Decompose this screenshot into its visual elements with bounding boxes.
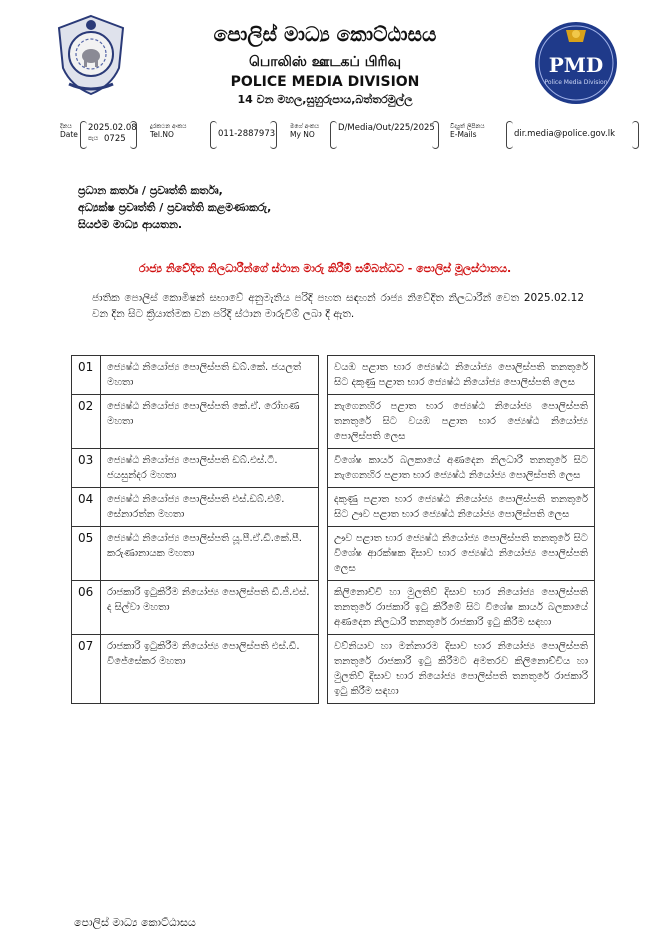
officer-name: රාජකාරි ඉටුකිරීම නියෝජ්‍ය පොලිස්පති එස්.ඩී. විජේසේකර මහතා <box>101 635 319 704</box>
pmd-logo-subtext: Police Media Division <box>544 79 608 86</box>
header-title-sinhala: පොලිස් මාධ්‍ය කොට්ඨාසය <box>213 22 437 46</box>
bracket-left <box>330 121 337 149</box>
row-number: 03 <box>72 449 101 488</box>
header-title-english: POLICE MEDIA DIVISION <box>230 74 420 90</box>
transfer-table <box>71 355 595 704</box>
tel-label: දුරකථන අංකය Tel.NO <box>150 123 187 139</box>
transfer-details: දකුණු පළාත භාර ජ්‍යෙෂ්ඨ නියෝජ්‍ය පොලිස්පති තනතුරේ සිට ඌව පළාත භාර ජ්‍යෙෂ්ඨ නියෝජ්‍ය පොලිස්පති ලෙස <box>328 488 595 527</box>
column-gap <box>319 488 328 527</box>
recipient-line: සියළුම මාධ්‍ය ආයතන. <box>78 218 183 231</box>
pmd-logo-text: PMD <box>548 53 604 77</box>
document-info-bar <box>54 115 639 155</box>
tel-value: 011-2887973 <box>218 129 276 139</box>
officer-name: ජ්‍යෙෂ්ඨ නියෝජ්‍ය පොලිස්පති යූ.පී.ඒ.ඩී.කේ.පී. කරුණානායක මහතා <box>101 527 319 581</box>
header-address: 14 වන මහල,සුහුරුපාය,බත්තරමුල්ල <box>237 93 413 106</box>
table-row <box>72 395 595 449</box>
recipient-line: ප්‍රධාන කර්තෘ / ප්‍රවෘත්ති කර්තෘ, <box>78 184 223 197</box>
table-row <box>72 635 595 704</box>
transfer-details: වයඹ පළාත භාර ජ්‍යෙෂ්ඨ නියෝජ්‍ය පොලිස්පති තනතුරේ සිට දකුණු පළාත භාර ජ්‍යෙෂ්ඨ නියෝජ්‍ය පොලිස්පති ලෙස <box>328 356 595 395</box>
date-value: 2025.02.08 <box>88 123 137 133</box>
column-gap <box>319 527 328 581</box>
column-gap <box>319 635 328 704</box>
row-number: 07 <box>72 635 101 704</box>
my-no-label: මගේ අංකය My NO <box>290 123 320 139</box>
table-row <box>72 356 595 395</box>
column-gap <box>319 449 328 488</box>
transfer-details: ඌව පළාත භාර ජ්‍යෙෂ්ඨ නියෝජ්‍ය පොලිස්පති තනතුරේ සිට විශේෂ ආරක්ෂක දිසාව භාර ජ්‍යෙෂ්ඨ නියෝජ්‍ය පොලිස්පති ලෙස <box>328 527 595 581</box>
bracket-left <box>210 121 217 149</box>
bracket-right <box>432 121 439 149</box>
row-number: 05 <box>72 527 101 581</box>
table-row <box>72 488 595 527</box>
row-number: 01 <box>72 356 101 395</box>
column-gap <box>319 395 328 449</box>
transfer-details: වව්නියාව හා මන්නාරම දිසාව භාර නියෝජ්‍ය පොලිස්පති තනතුරේ රාජකාරි ඉටු කිරීමට අමතරව කිලිනොච්චිය හා මුලතිව් දිසාව භාර නියෝජ්‍ය පොලිස්පති තනතුරේ රාජකාරි ඉටු කිරීම සඳහා <box>328 635 595 704</box>
time-value: 0725 <box>104 134 126 144</box>
date-label: දිනය Date <box>60 123 78 139</box>
header-title-tamil: பொலிஸ் ஊடகப் பிரிவு <box>248 54 402 70</box>
officer-name: ජ්‍යෙෂ්ඨ නියෝජ්‍ය පොලිස්පති ඩබ්.එස්.ටී. ජයසුන්දර මහතා <box>101 449 319 488</box>
footer-signature: පොලිස් මාධ්‍ය කොට්ඨාසය <box>74 916 196 929</box>
transfer-details: කිලිනොච්චි හා මුලතිව් දිසාව භාර නියෝජ්‍ය පොලිස්පති තනතුරේ රාජකාරි ඉටු කිරීමේ සිට විශේෂ කාර්ය බලකායේ අණදෙන නිලධාරී තනතුරේ රාජකාරි ඉටු කිරීම සඳහා <box>328 581 595 635</box>
recipient-line: අධ්‍යක්ෂ ප්‍රවෘත්ති / ප්‍රවෘත්ති කළමණාකරු, <box>78 201 272 214</box>
time-label: පැය <box>88 135 99 142</box>
officer-name: ජ්‍යෙෂ්ඨ නියෝජ්‍ය පොලිස්පති එස්.ඩබ්.එම්. සේනාරත්න මහතා <box>101 488 319 527</box>
bracket-right <box>130 121 137 149</box>
row-number: 02 <box>72 395 101 449</box>
bracket-left <box>506 121 513 149</box>
transfer-details: නැගෙනහිර පළාත භාර ජ්‍යෙෂ්ඨ නියෝජ්‍ය පොලිස්පති තනතුරේ සිට වයඹ පළාත භාර ජ්‍යෙෂ්ඨ නියෝජ්‍ය පොලිස්පති ලෙස <box>328 395 595 449</box>
bracket-left <box>80 121 87 149</box>
table-row <box>72 527 595 581</box>
bracket-right <box>632 121 639 149</box>
officer-name: ජ්‍යෙෂ්ඨ නියෝජ්‍ය පොලිස්පති ඩබ්.කේ. ජයලත් මහතා <box>101 356 319 395</box>
transfer-details: විශේෂ කාර්ය බලකායේ අණදෙන නිලධාරී තනතුරේ සිට නැගෙනහිර පළාත භාර ජ්‍යෙෂ්ඨ නියෝජ්‍ය පොලිස්පති ලෙස <box>328 449 595 488</box>
bracket-right <box>270 121 277 149</box>
officer-name: රාජකාරි ඉටුකිරීම නියෝජ්‍ය පොලිස්පති ඩී.ජී.එස්. ද සිල්වා මහතා <box>101 581 319 635</box>
column-gap <box>319 356 328 395</box>
email-value[interactable]: dir.media@police.gov.lk <box>514 129 616 139</box>
row-number: 04 <box>72 488 101 527</box>
column-gap <box>319 581 328 635</box>
row-number: 06 <box>72 581 101 635</box>
my-no-value: D/Media/Out/225/2025 <box>338 123 435 133</box>
intro-paragraph: ජාතික පොලිස් කොමිෂන් සභාවේ අනුමැතිය පරිදි පහත සඳහන් රාජ්‍ය නිවේදිත නිලධාරීන් වෙත 2025.02.12 වන දින සිට ක්‍රියාත්මක වන පරිදි ස්ථාන මාරුවීම් ලබා දී ඇත. <box>92 292 584 320</box>
table-row <box>72 449 595 488</box>
email-label: විද්‍යුත් ලිපිනය E-Mails <box>450 123 485 139</box>
officer-name: ජ්‍යෙෂ්ඨ නියෝජ්‍ය පොලිස්පති කේ.ඒ. රෝහණ මහතා <box>101 395 319 449</box>
table-row <box>72 581 595 635</box>
subject-title: රාජ්‍ය නිවේදිත නිලධාරීන්ගේ ස්ථාන මාරු කිරීම් සම්බන්ධව - පොලිස් මූලස්ථානය. <box>138 262 512 275</box>
